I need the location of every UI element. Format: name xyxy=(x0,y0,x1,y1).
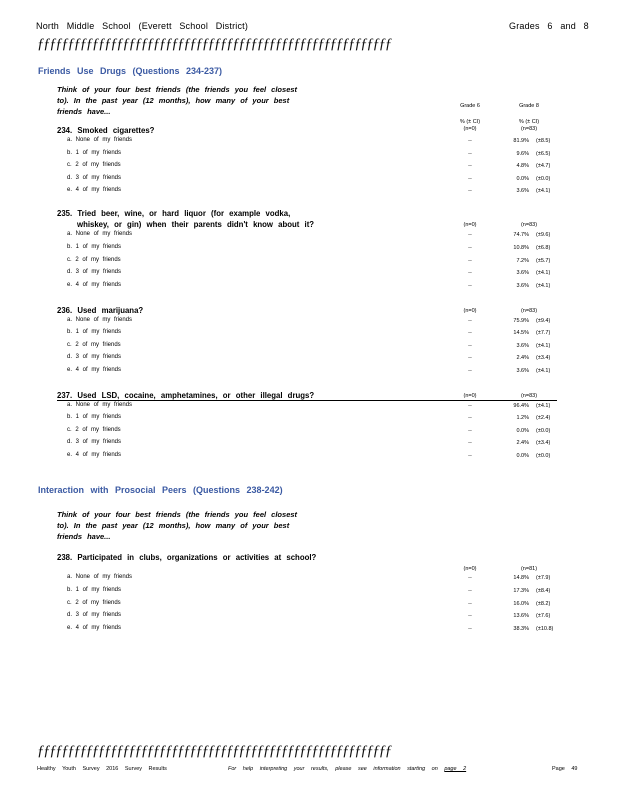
answer-label: c. 2 of my friends xyxy=(67,257,121,263)
top-rule: ƒƒƒƒƒƒƒƒƒƒƒƒƒƒƒƒƒƒƒƒƒƒƒƒƒƒƒƒƒƒƒƒƒƒƒƒƒƒƒƒƒƒƒƒƒƒƒƒƒƒƒƒƒƒƒƒƒƒ xyxy=(37,36,391,52)
intro-line: Think of your four best friends (the friends you feel closest xyxy=(57,510,298,519)
grade8-ci: (±8.2) xyxy=(536,601,551,607)
grade6-value: -- xyxy=(468,343,472,349)
grade6-value: -- xyxy=(468,258,472,264)
answer-label: c. 2 of my friends xyxy=(67,427,121,433)
n-grade6: (n=0) xyxy=(463,393,477,399)
grade8-pct: 81.9% xyxy=(513,138,529,144)
answer-label: c. 2 of my friends xyxy=(67,600,121,606)
footer-help-text xyxy=(228,766,466,772)
grade8-pct: 3.6% xyxy=(516,188,529,194)
grade8-pct: 96.4% xyxy=(513,403,529,409)
answer-label: d. 3 of my friends xyxy=(67,269,122,275)
grade8-ci: (±4.1) xyxy=(536,343,551,349)
grade8-ci: (±4.1) xyxy=(536,368,551,374)
grade8-pct: 14.5% xyxy=(513,330,529,336)
grade6-value: -- xyxy=(468,588,472,594)
grade6-value: -- xyxy=(468,575,472,581)
grade6-value: -- xyxy=(468,245,472,251)
grade6-value: -- xyxy=(468,613,472,619)
grade8-pct: 75.9% xyxy=(513,318,529,324)
grade8-ci: (±9.4) xyxy=(536,318,551,324)
section-title: Interaction with Prosocial Peers (Questions 238-242) xyxy=(38,485,283,495)
answer-label: a. None of my friends xyxy=(67,317,133,323)
n-grade8: (n=81) xyxy=(520,566,538,572)
grade6-ci-header: % (± CI) xyxy=(459,119,481,125)
grade8-ci: (±0.0) xyxy=(536,453,551,459)
grade8-pct: 1.2% xyxy=(516,415,529,421)
grade8-ci: (±3.4) xyxy=(536,440,551,446)
intro-line: to). In the past year (12 months), how many of your best xyxy=(57,521,290,530)
grade8-ci: (±4.1) xyxy=(536,403,551,409)
answer-label: b. 1 of my friends xyxy=(67,329,122,335)
grade8-pct: 3.6% xyxy=(516,343,529,349)
grade8-ci: (±3.4) xyxy=(536,355,551,361)
grade8-pct: 13.6% xyxy=(513,613,529,619)
n-grade6: (n=0) xyxy=(463,566,477,572)
grade6-value: -- xyxy=(468,318,472,324)
grade8-pct: 74.7% xyxy=(513,232,529,238)
question-line: whiskey, or gin) when their parents didn't know about it? xyxy=(77,220,315,229)
question-235 xyxy=(57,208,314,230)
intro-line: friends have... xyxy=(57,107,111,116)
grade8-pct: 38.3% xyxy=(513,626,529,632)
grade8-pct: 9.6% xyxy=(516,151,529,157)
grade8-ci: (±0.0) xyxy=(536,428,551,434)
grade8-pct: 17.3% xyxy=(513,588,529,594)
grade8-ci: (±4.7) xyxy=(536,163,551,169)
grades-label: Grades 6 and 8 xyxy=(509,21,589,31)
footer-help-label: For help interpreting your results, please see information starting on xyxy=(228,766,438,772)
grade8-pct: 3.6% xyxy=(516,368,529,374)
answer-label: d. 3 of my friends xyxy=(67,354,122,360)
answer-label: c. 2 of my friends xyxy=(67,162,121,168)
grade8-ci: (±6.8) xyxy=(536,245,551,251)
grade6-value: -- xyxy=(468,270,472,276)
n-grade8: (n=83) xyxy=(520,393,538,399)
answer-label: d. 3 of my friends xyxy=(67,175,122,181)
intro-line: to). In the past year (12 months), how many of your best xyxy=(57,96,290,105)
grade6-value: -- xyxy=(468,453,472,459)
grade8-ci: (±0.0) xyxy=(536,176,551,182)
answer-label: b. 1 of my friends xyxy=(67,150,122,156)
grade6-value: -- xyxy=(468,355,472,361)
grade8-ci: (±4.1) xyxy=(536,283,551,289)
n-grade6: (n=0) xyxy=(463,308,477,314)
section-intro xyxy=(57,84,297,117)
grade6-value: -- xyxy=(468,428,472,434)
answer-label: a. None of my friends xyxy=(67,231,133,237)
grade8-ci: (±4.1) xyxy=(536,188,551,194)
answer-label: d. 3 of my friends xyxy=(67,612,122,618)
answer-label: e. 4 of my friends xyxy=(67,625,122,631)
grade8-pct: 3.6% xyxy=(516,283,529,289)
answer-label: e. 4 of my friends xyxy=(67,367,122,373)
grade6-value: -- xyxy=(468,330,472,336)
grade6-value: -- xyxy=(468,176,472,182)
grade6-value: -- xyxy=(468,601,472,607)
divider-line xyxy=(57,400,557,401)
intro-line: Think of your four best friends (the friends you feel closest xyxy=(57,85,298,94)
grade8-ci: (±7.7) xyxy=(536,330,551,336)
answer-label: e. 4 of my friends xyxy=(67,452,122,458)
grade8-ci: (±4.1) xyxy=(536,270,551,276)
n-grade8: (n=83) xyxy=(520,308,538,314)
grade8-ci: (±10.8) xyxy=(536,626,554,632)
question-237: 237. Used LSD, cocaine, amphetamines, or other illegal drugs? xyxy=(57,391,315,400)
grade8-pct: 4.8% xyxy=(516,163,529,169)
question-234: 234. Smoked cigarettes? xyxy=(57,126,155,135)
question-238: 238. Participated in clubs, organizations or activities at school? xyxy=(57,553,317,562)
answer-label: b. 1 of my friends xyxy=(67,414,122,420)
grade8-ci: (±8.4) xyxy=(536,588,551,594)
grade8-ci: (±7.6) xyxy=(536,613,551,619)
grade8-pct: 2.4% xyxy=(516,355,529,361)
grade8-ci: (±6.5) xyxy=(536,151,551,157)
answer-label: b. 1 of my friends xyxy=(67,587,122,593)
grade6-value: -- xyxy=(468,626,472,632)
answer-label: e. 4 of my friends xyxy=(67,187,122,193)
school-name: North Middle School (Everett School District) xyxy=(36,21,249,31)
answer-label: d. 3 of my friends xyxy=(67,439,122,445)
grade6-value: -- xyxy=(468,403,472,409)
grade6-value: -- xyxy=(468,232,472,238)
answer-label: a. None of my friends xyxy=(67,574,133,580)
n-grade8: (n=83) xyxy=(520,222,538,228)
footer-survey-title: Healthy Youth Survey 2016 Survey Results xyxy=(37,766,167,772)
n-grade8: (n=83) xyxy=(520,126,538,132)
grade8-ci: (±2.4) xyxy=(536,415,551,421)
grade6-value: -- xyxy=(468,283,472,289)
answer-label: b. 1 of my friends xyxy=(67,244,122,250)
grade8-pct: 10.8% xyxy=(513,245,529,251)
grade6-header: Grade 6 xyxy=(460,103,480,109)
grade6-value: -- xyxy=(468,188,472,194)
footer-page-link[interactable]: page 2 xyxy=(444,766,467,772)
answer-label: e. 4 of my friends xyxy=(67,282,122,288)
n-grade6: (n=0) xyxy=(463,126,477,132)
n-grade6: (n=0) xyxy=(463,222,477,228)
grade8-ci: (±8.5) xyxy=(536,138,551,144)
grade6-value: -- xyxy=(468,368,472,374)
grade6-value: -- xyxy=(468,415,472,421)
answer-label: a. None of my friends xyxy=(67,402,133,408)
bottom-rule: ƒƒƒƒƒƒƒƒƒƒƒƒƒƒƒƒƒƒƒƒƒƒƒƒƒƒƒƒƒƒƒƒƒƒƒƒƒƒƒƒƒƒƒƒƒƒƒƒƒƒƒƒƒƒƒƒƒƒ xyxy=(37,743,391,759)
answer-label: c. 2 of my friends xyxy=(67,342,121,348)
grade8-pct: 2.4% xyxy=(516,440,529,446)
grade8-ci: (±5.7) xyxy=(536,258,551,264)
grade8-pct: 0.0% xyxy=(516,453,529,459)
grade8-ci: (±9.6) xyxy=(536,232,551,238)
grade8-pct: 16.0% xyxy=(513,601,529,607)
grade8-pct: 7.2% xyxy=(516,258,529,264)
grade8-ci: (±7.9) xyxy=(536,575,551,581)
question-line: 235. Tried beer, wine, or hard liquor (for example vodka, xyxy=(57,209,291,218)
grade8-pct: 0.0% xyxy=(516,428,529,434)
grade8-header: Grade 8 xyxy=(519,103,539,109)
grade6-value: -- xyxy=(468,138,472,144)
page-number: Page 49 xyxy=(552,766,578,772)
question-236: 236. Used marijuana? xyxy=(57,306,144,315)
intro-line: friends have... xyxy=(57,532,111,541)
answer-label: a. None of my friends xyxy=(67,137,133,143)
section-intro xyxy=(57,509,297,542)
grade8-pct: 3.6% xyxy=(516,270,529,276)
grade6-value: -- xyxy=(468,151,472,157)
grade8-ci-header: % (± CI) xyxy=(518,119,540,125)
grade6-value: -- xyxy=(468,163,472,169)
section-title: Friends Use Drugs (Questions 234-237) xyxy=(38,66,223,76)
grade6-value: -- xyxy=(468,440,472,446)
grade8-pct: 0.0% xyxy=(516,176,529,182)
grade8-pct: 14.8% xyxy=(513,575,529,581)
